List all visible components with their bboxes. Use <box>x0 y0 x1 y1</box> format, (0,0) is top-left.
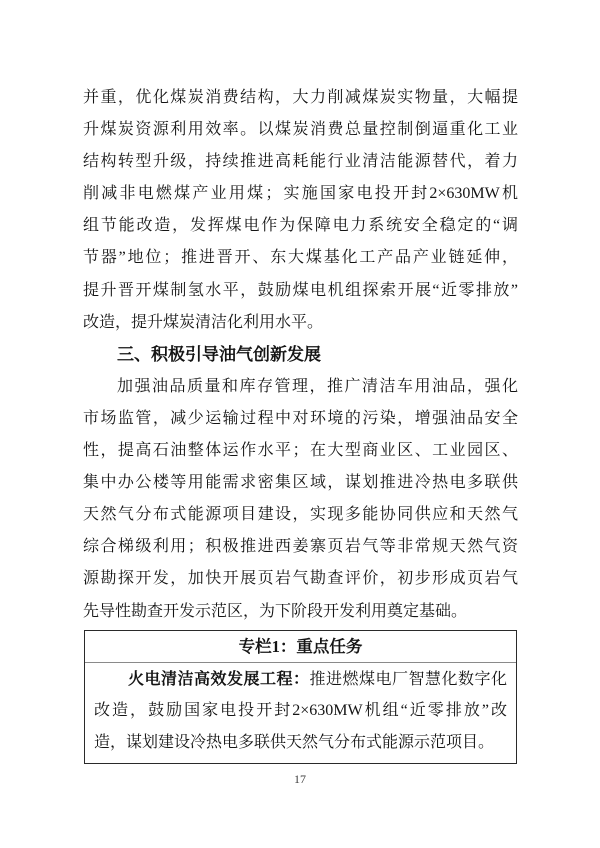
page-number: 17 <box>294 772 306 786</box>
text-line: 市场监管，减少运输过程中对环境的污染，增强油品安全 <box>83 409 518 427</box>
text-line: 削减非电燃煤产业用煤；实施国家电投开封2×630MW机 <box>83 185 518 203</box>
text-line: 升煤炭资源利用效率。以煤炭消费总量控制倒逼重化工业 <box>83 121 518 139</box>
paragraph-oil-gas <box>83 371 518 628</box>
text-line: 性，提高石油整体运作水平；在大型商业区、工业园区、 <box>83 442 518 460</box>
text-line: 改造，提升煤炭清洁化利用水平。 <box>83 313 324 331</box>
text-line: 加强油品质量和库存管理，推广清洁车用油品，强化 <box>117 377 518 395</box>
section-heading-oil-gas: 三、积极引导油气创新发展 <box>117 344 321 364</box>
key-tasks-callout-box <box>84 630 517 764</box>
text-line: 节器”地位；推进晋开、东大煤基化工产品产业链延伸， <box>83 249 518 267</box>
callout-box-title: 专栏1：重点任务 <box>85 631 516 663</box>
text-line: 综合梯级利用；积极推进西姜寨页岩气等非常规天然气资 <box>83 538 518 556</box>
text-line: 源勘探开发，加快开展页岩气勘查评价，初步形成页岩气 <box>83 570 518 588</box>
text-line: 改造，鼓励国家电投开封2×630MW机组“近零排放”改 <box>94 702 507 720</box>
text-line: 先导性勘查开发示范区，为下阶段开发利用奠定基础。 <box>83 602 468 620</box>
text-line: 结构转型升级，持续推进高耗能行业清洁能源替代，着力 <box>83 153 518 171</box>
text-line: 组节能改造，发挥煤电作为保障电力系统安全稳定的“调 <box>83 217 518 235</box>
callout-lead-rest: 推进燃煤电厂智慧化数字化 <box>309 670 507 688</box>
paragraph-coal-consumption <box>83 82 518 339</box>
page-body <box>83 82 518 764</box>
text-line: 并重，优化煤炭消费结构，大力削减煤炭实物量，大幅提 <box>83 89 518 106</box>
callout-box-body <box>85 663 516 763</box>
text-line <box>94 664 507 696</box>
callout-lead-in: 火电清洁高效发展工程： <box>128 670 310 688</box>
text-line: 造，谋划建设冷热电多联供天然气分布式能源示范项目。 <box>94 734 495 752</box>
text-line: 天然气分布式能源项目建设，实现多能协同供应和天然气 <box>83 506 518 524</box>
text-line: 集中办公楼等用能需求密集区域，谋划推进冷热电多联供 <box>83 474 518 492</box>
text-line: 提升晋开煤制氢水平，鼓励煤电机组探索开展“近零排放” <box>83 281 518 299</box>
